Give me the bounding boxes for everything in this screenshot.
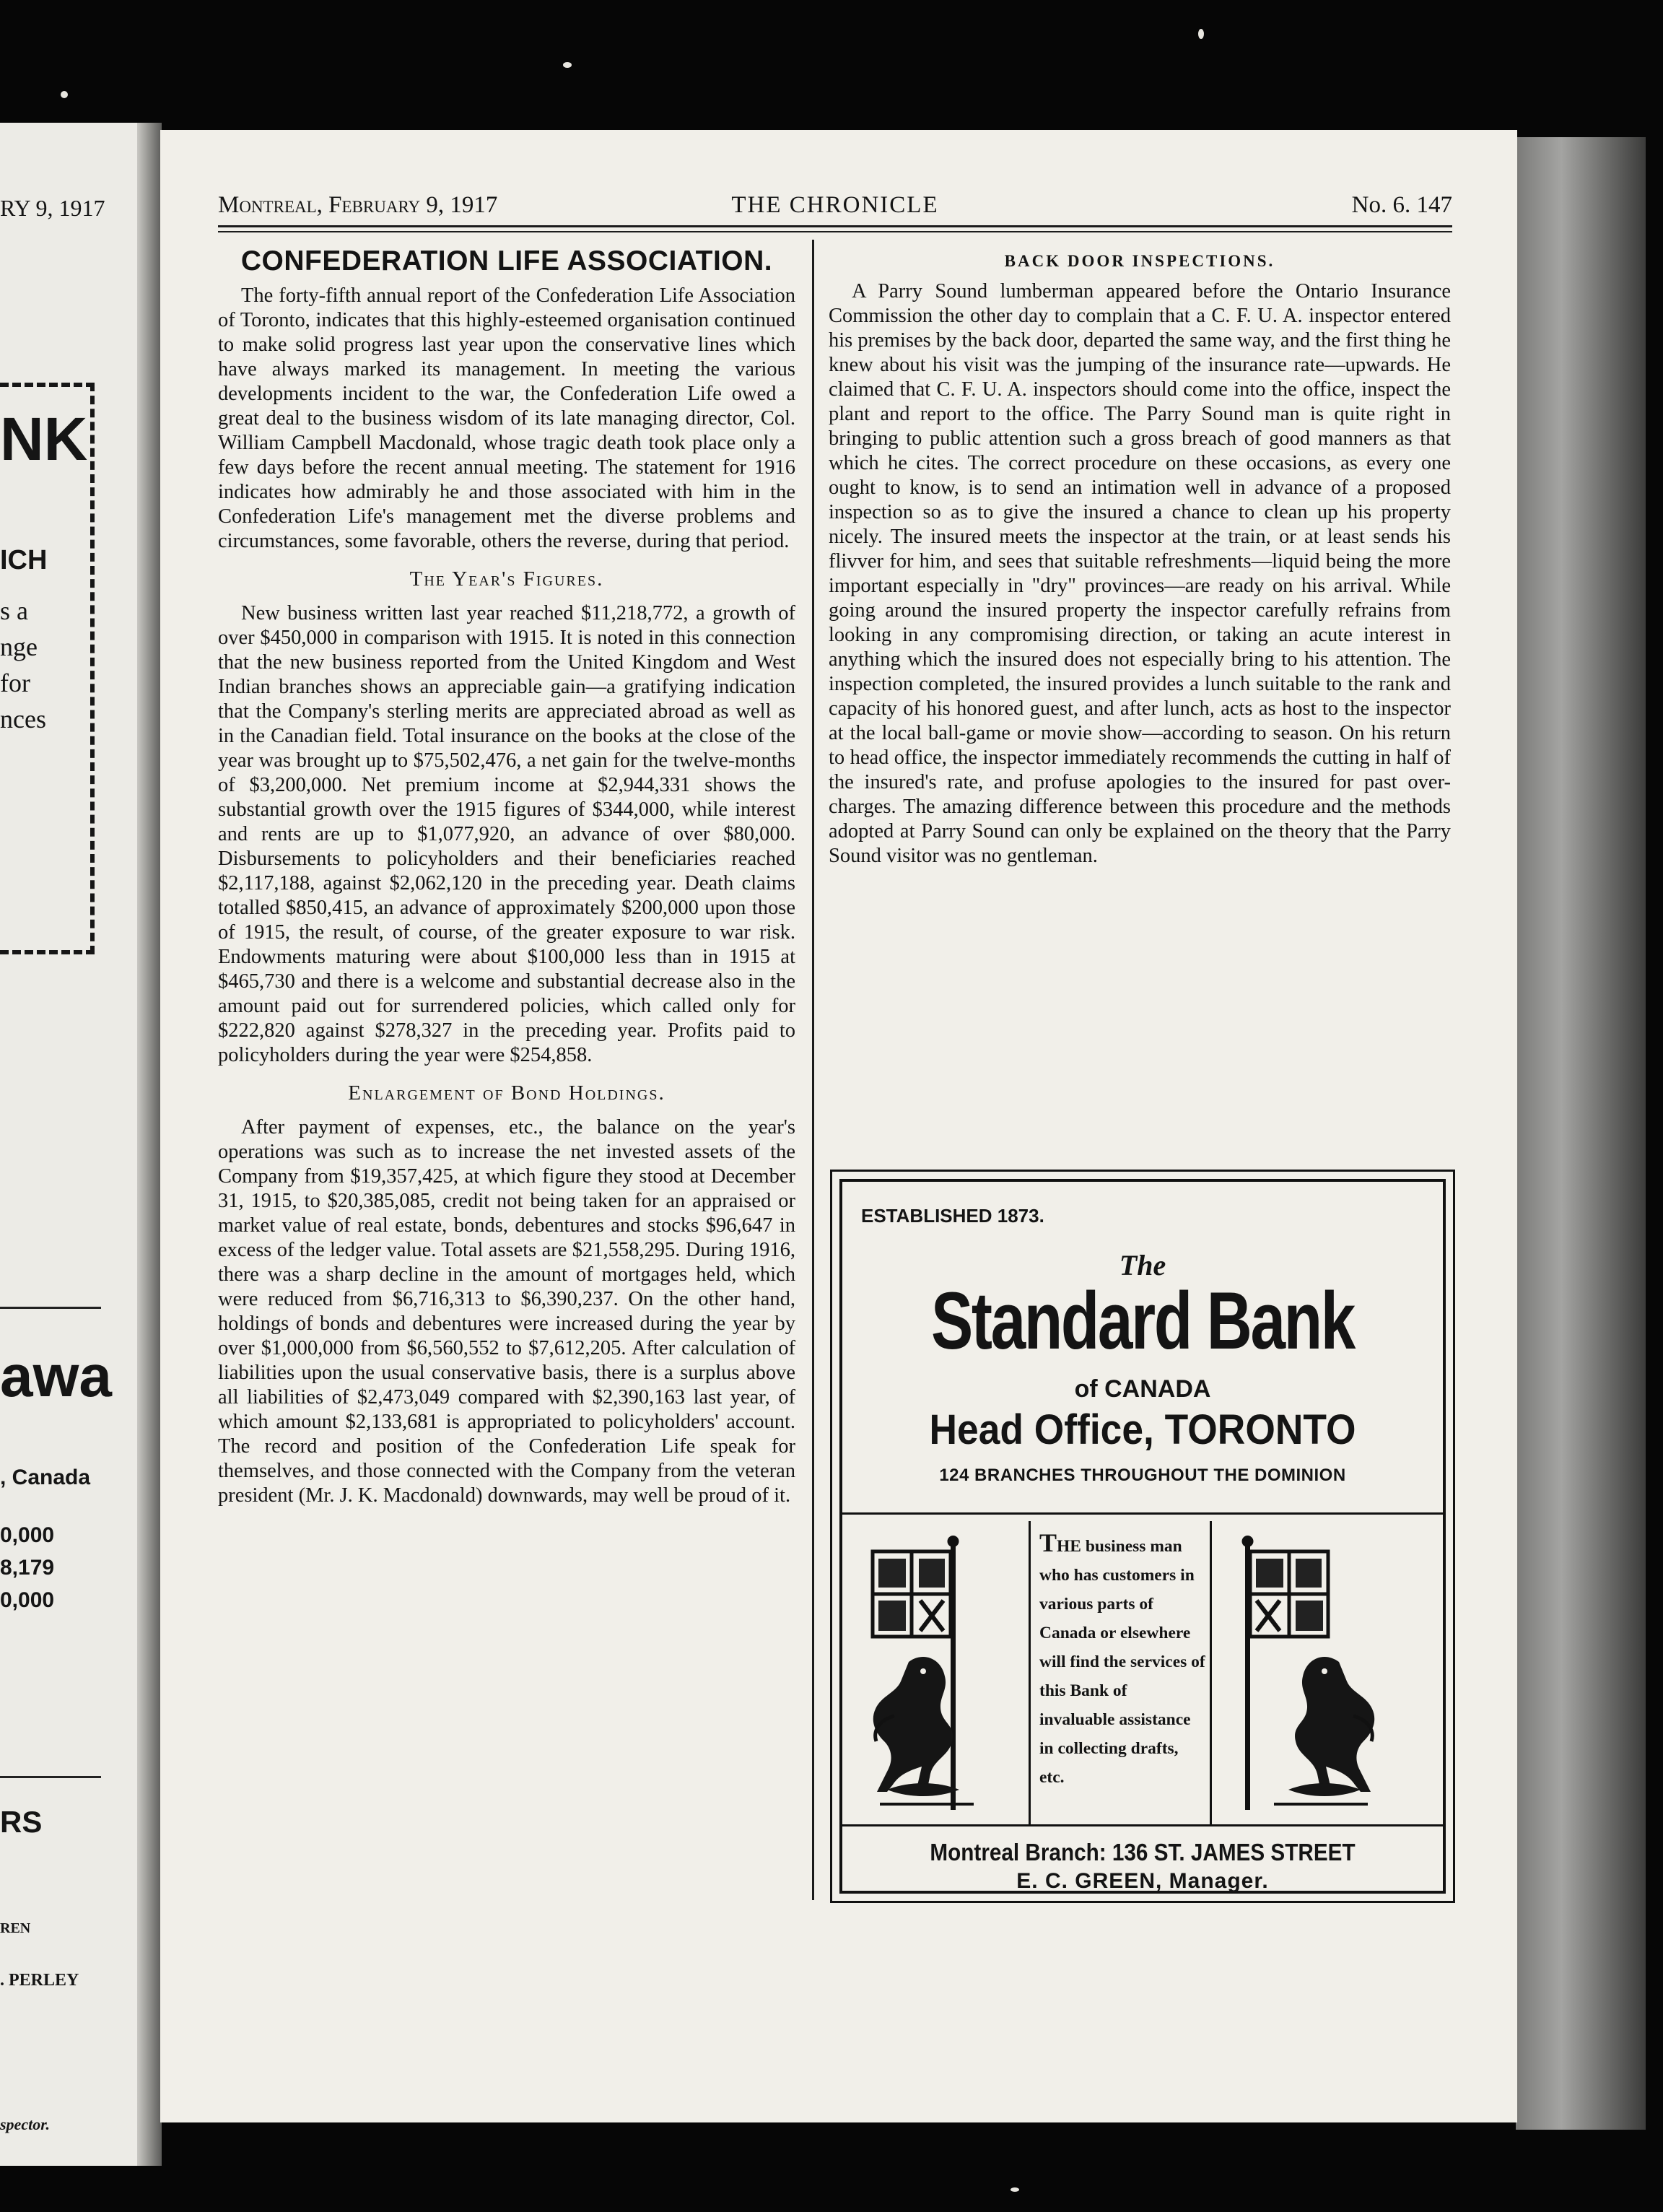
lion-flag-crest-icon bbox=[1238, 1536, 1382, 1817]
article-figures-paragraph: New business written last year reached $11,218,772, a growth of over $450,000 in comparison with 1915. It is noted in this connection that the new business reported from the United Kingdom and West Indian branches shows an appreciable gain—a gratifying indication that the Company's sterling merits are appreciated abroad as well as in the Canadian field. Total insurance on the books at the close of the year was brought up to $75,502,476, a net gain for the twelve-months of $3,200,000. Net premium income at $2,944,331 shows the substantial growth over the 1915 figures of $344,000, while interest and rents are up to $1,077,920, an advance of over $80,000. Disbursements to policyholders and their beneficiaries reached $2,117,188, against $2,062,120 in the preceding year. Death claims totalled $850,415, an advance of approximately $200,000 upon those of 1915, the result, of course, of the greater exposure to war risk. Endowments maturing were about $100,000 less than in 1915 at $465,730 and there is a welcome and substantial decrease also in the amount paid out for surrendered policies, which called only for $222,820 against $278,327 in the preceding year. Profits paid to policyholders during the year were $254,858. bbox=[218, 602, 795, 1066]
article-subheading: The Year's Figures. bbox=[409, 567, 604, 591]
previous-page-rule bbox=[0, 1307, 101, 1309]
ad-head-office: Head Office, TORONTO bbox=[929, 1406, 1356, 1453]
ad-montreal-branch: Montreal Branch: 136 ST. JAMES STREET bbox=[930, 1839, 1356, 1865]
header-rule-bottom bbox=[218, 231, 1452, 232]
page-header bbox=[218, 192, 1452, 224]
film-speck bbox=[61, 91, 68, 98]
article-subheading: Enlargement of Bond Holdings. bbox=[348, 1081, 665, 1105]
previous-page-box-line: ICH bbox=[0, 545, 48, 575]
ad-branches: 124 BRANCHES THROUGHOUT THE DOMINION bbox=[939, 1466, 1346, 1485]
film-speck bbox=[563, 62, 572, 68]
previous-page-line: 0,000 bbox=[0, 1588, 55, 1612]
header-rule-top bbox=[218, 225, 1452, 227]
ad-bank-name: Standard Bank bbox=[930, 1276, 1355, 1366]
article-bonds-paragraph: After payment of expenses, etc., the balance on the year's operations was such as to increase the net invested assets of the Company from $19,357,425, at which figure they stood at December 31, 1915, to $20,385,085, credit not being taken for an appraised or market value of real estate, bonds, debentures and stocks $96,647 in excess of the ledger value. Total assets are $21,558,295. During 1916, there was a sharp decline in the amount of mortgages held, which were reduced from $6,716,313 to $6,390,237. On the other hand, holdings of bonds and debentures were increased during the year by over $1,000,000 from $6,560,552 to $7,612,205. After calculation of liabilities upon the usual conservative basis, there is a surplus above all liabilities of $2,473,049 compared with $2,390,163 last year, of which amount $2,133,681 is appropriated to policyholders' account. The record and position of the Confederation Life speak for themselves, and those connected with the Company from the veteran president (Mr. J. K. Macdonald) downwards, may well be proud of it. bbox=[218, 1116, 795, 1507]
ad-body-copy: HE business man who has customers in various parts of Canada or elsewhere will find the services of this Bank of invaluable assistance in collecting drafts, etc. bbox=[1039, 1537, 1205, 1787]
page-fold-shadow bbox=[137, 123, 162, 2166]
previous-page-box-line: NK bbox=[0, 405, 88, 473]
ad-body-panel bbox=[1029, 1521, 1212, 1824]
previous-page-box-line: nces bbox=[0, 705, 46, 733]
advertisement-border bbox=[839, 1179, 1446, 1894]
previous-page-line: spector. bbox=[0, 2115, 51, 2133]
ad-manager: E. C. GREEN, Manager. bbox=[1016, 1869, 1269, 1893]
column-divider bbox=[812, 240, 814, 1900]
header-date: Montreal, February 9, 1917 bbox=[218, 192, 498, 218]
previous-page-date: RY 9, 1917 bbox=[0, 195, 105, 221]
previous-page-fragment bbox=[0, 123, 144, 2166]
ad-body-text bbox=[1039, 1528, 1205, 1792]
previous-page-box-line: nge bbox=[0, 632, 38, 661]
previous-page-box-line: for bbox=[0, 669, 30, 697]
ad-established: ESTABLISHED 1873. bbox=[861, 1205, 1044, 1227]
previous-page-line: . PERLEY bbox=[0, 1971, 79, 1990]
article-confederation-life bbox=[218, 245, 795, 1508]
article-headline: CONFEDERATION LIFE ASSOCIATION. bbox=[240, 245, 773, 276]
previous-page-line: 8,179 bbox=[0, 1556, 55, 1580]
header-page-number: No. 6. 147 bbox=[1351, 192, 1452, 218]
previous-page-line: , Canada bbox=[0, 1466, 91, 1489]
header-masthead: THE CHRONICLE bbox=[731, 192, 939, 218]
book-binding-edge bbox=[1516, 137, 1646, 2130]
previous-page-heading: RS bbox=[0, 1805, 43, 1839]
film-speck bbox=[1011, 2187, 1019, 2192]
article-back-door-inspections bbox=[829, 249, 1451, 868]
previous-page-rule bbox=[0, 1776, 101, 1778]
previous-page-line: 0,000 bbox=[0, 1523, 55, 1547]
article-headline: BACK DOOR INSPECTIONS. bbox=[1004, 252, 1275, 270]
ad-the: The bbox=[1119, 1249, 1166, 1281]
ad-body-initial: T bbox=[1039, 1528, 1057, 1557]
lion-flag-crest-icon bbox=[865, 1536, 1010, 1817]
previous-page-box-line: s a bbox=[0, 596, 28, 625]
ad-divider bbox=[842, 1824, 1443, 1826]
article-intro-paragraph: The forty-fifth annual report of the Confederation Life Association of Toronto, indicates that this highly-esteemed organisation continued to make solid progress last year upon the conservative lines which have always marked its management. In meeting the various developments incident to the war, the Confederation Life owed a great deal to the business wisdom of its late managing director, Col. William Campbell Macdonald, whose tragic death took place only a few days before the recent annual meeting. The statement for 1916 indicates how admirably he and those associated with him in the Confederation Life's management met the diverse problems and circumstances, some favorable, others the reverse, during that period. bbox=[218, 284, 795, 552]
ad-divider bbox=[842, 1512, 1443, 1515]
previous-page-heading: awa bbox=[0, 1344, 112, 1409]
film-speck bbox=[1198, 29, 1204, 39]
standard-bank-advertisement bbox=[830, 1170, 1455, 1903]
ad-of-canada: of CANADA bbox=[1074, 1375, 1211, 1403]
article-body-paragraph: A Parry Sound lumberman appeared before the Ontario Insurance Commission the other day to complain that a C. F. U. A. inspector entered his premises by the back door, departed the same way, and the first thing he knew about his visit was the jumping of the insurance rate—upwards. He claimed that C. F. U. A. inspectors should come into the office, inspect the plant and report to the office. The Parry Sound man is quite right in bringing to public attention such a gross breach of good manners as that which he cites. The correct procedure on these occasions, as every one ought to know, is to send an intimation well in advance of a proposed inspection so as to give the insured a chance to clean up his property nicely. The insured meets the inspector at the train, or at least sends his flivver for him, and sees that suitable refreshments—liquid being the more important especially in "dry" provinces—are ready on his arrival. While going around the insured property the inspector carefully refrains from looking in any compromising direction, or taking an acute interest in anything which the insured does not especially bring to his attention. The inspection completed, the insured provides a lunch suitable to the rank and capacity of his honored guest, and after lunch, acts as host to the inspector at the local ball-game or movie show—according to season. On his return to head office, the inspector immediately recommends the cutting in half of the insured's rate, and profuse apologies to the insured for past over-charges. The amazing difference between this procedure and the methods adopted at Parry Sound can only be explained on the theory that the Parry Sound visitor was no gentleman. bbox=[829, 280, 1451, 867]
previous-page-line: REN bbox=[0, 1920, 31, 1936]
newspaper-page bbox=[160, 130, 1517, 2122]
